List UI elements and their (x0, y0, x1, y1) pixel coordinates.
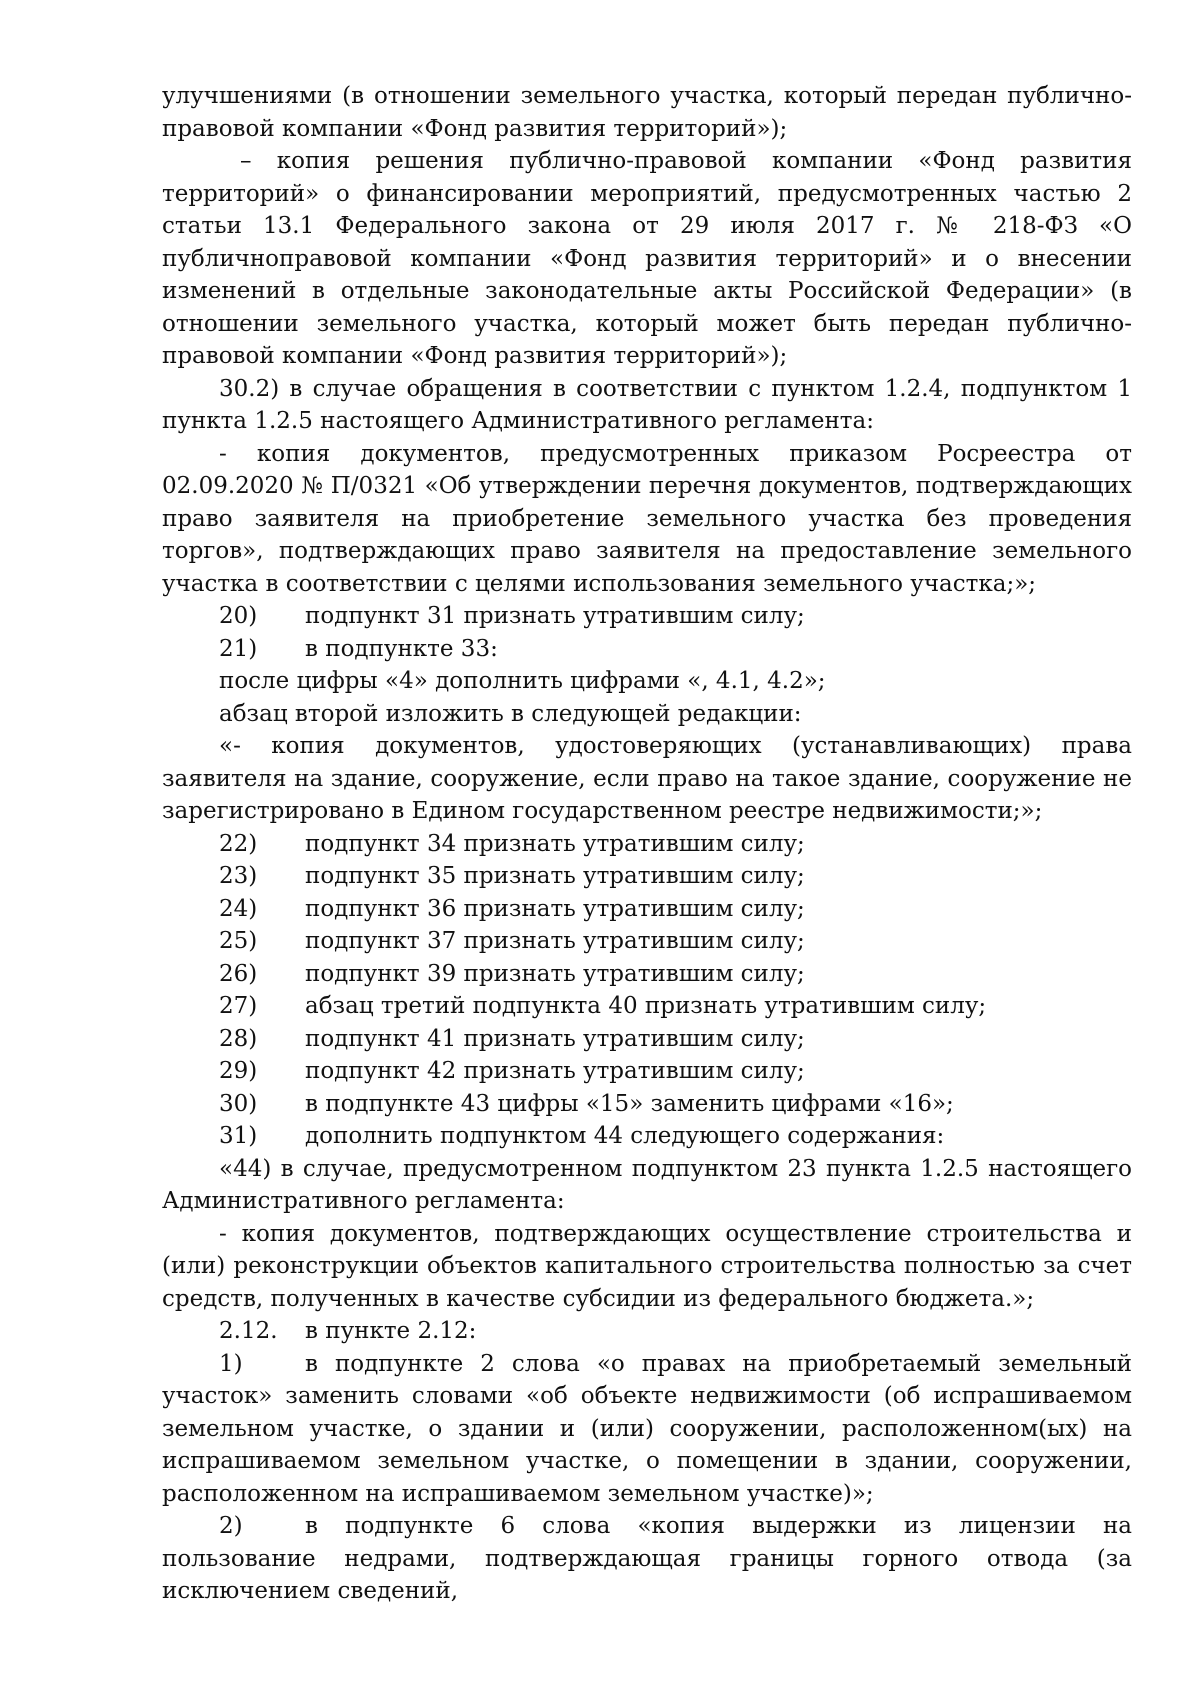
list-item-text: в подпункте 6 слова «копия выдержки из лицензии на пользование недрами, подтверждающая границы горного отвода (за исключением сведений, (162, 1513, 1132, 1604)
list-item-text: дополнить подпунктом 44 следующего содержания: (305, 1123, 945, 1149)
document-body (162, 80, 1132, 1608)
list-item-text: в пункте 2.12: (305, 1318, 477, 1344)
list-item-number: 22) (219, 830, 258, 857)
list-item-number: 28) (219, 1025, 258, 1052)
list-item (162, 1055, 1132, 1088)
paragraph: после цифры «4» дополнить цифрами «, 4.1, 4.2»; (219, 668, 826, 694)
list-item-text: подпункт 37 признать утратившим силу; (305, 928, 805, 954)
list-item (162, 1120, 1132, 1153)
list-item (162, 1088, 1132, 1121)
list-item (162, 1315, 1132, 1348)
list-item-number: 29) (219, 1058, 258, 1084)
list-item-text: в подпункте 2 слова «о правах на приобретаемый земельный участок» заменить словами «об объекте недвижимости (об испрашиваемом земельном участке, о здании и (или) сооружении, расположенном(ых) на испрашиваемом земельном участке, о помещении в здании, сооружении, расположенном на испрашиваемом земельном участке)»; (162, 1350, 1132, 1507)
list-item-number: 2.12. (219, 1318, 278, 1344)
list-item-number: 27) (219, 993, 258, 1019)
paragraph: «- копия документов, удостоверяющих (устанавливающих) права заявителя на здание, сооружение, если право на такое здание, сооружение не зарегистрировано в Едином государственном реестре недвижимости;»; (162, 733, 1132, 824)
list-item (162, 1348, 1132, 1511)
list-item-text: подпункт 39 признать утратившим силу; (305, 960, 805, 987)
list-item-text: в подпункте 43 цифры «15» заменить цифрами «16»; (305, 1090, 954, 1117)
list-item-number: 24) (219, 895, 258, 922)
list-item-number: 1) (219, 1350, 243, 1377)
list-item (162, 633, 1132, 666)
paragraph: улучшениями (в отношении земельного участка, который передан публично-правовой компании «Фонд развития территорий»); (162, 83, 1132, 142)
list-item (162, 860, 1132, 893)
list-item (162, 1023, 1132, 1056)
list-item-number: 2) (219, 1513, 243, 1539)
list-item (162, 893, 1132, 926)
list-item-number: 25) (219, 928, 258, 954)
paragraph: 30.2) в случае обращения в соответствии с пунктом 1.2.4, подпунктом 1 пункта 1.2.5 настоящего Административного регламента: (162, 375, 1132, 434)
list-item-number: 30) (219, 1090, 258, 1117)
list-item-number: 23) (219, 863, 258, 889)
list-item-text: подпункт 41 признать утратившим силу; (305, 1025, 805, 1052)
list-item (162, 958, 1132, 991)
list-item-text: подпункт 34 признать утратившим силу; (305, 830, 805, 857)
paragraph: - копия документов, предусмотренных приказом Росреестра от 02.09.2020 № П/0321 «Об утверждении перечня документов, подтверждающих право заявителя на приобретение земельного участка без проведения торгов», подтверждающих право заявителя на предоставление земельного участка в соответствии с целями использования земельного участка;»; (162, 440, 1132, 597)
list-item (162, 1510, 1132, 1608)
list-item-text: абзац третий подпункта 40 признать утратившим силу; (305, 993, 987, 1019)
list-item-text: подпункт 31 признать утратившим силу; (305, 603, 805, 629)
list-item (162, 990, 1132, 1023)
list-item-number: 26) (219, 960, 258, 987)
paragraph: абзац второй изложить в следующей редакции: (219, 700, 802, 727)
list-item (162, 925, 1132, 958)
list-item-text: подпункт 36 признать утратившим силу; (305, 895, 805, 922)
paragraph: – копия решения публично-правовой компании «Фонд развития территорий» о финансировании мероприятий, предусмотренных частью 2 статьи 13.1 Федерального закона от 29 июля 2017 г. № 218-ФЗ «О публичноправовой компании «Фонд развития территорий» и о внесении изменений в отдельные законодательные акты Российской Федерации» (в отношении земельного участка, который может быть передан публично-правовой компании «Фонд развития территорий»); (162, 148, 1132, 369)
list-item-number: 31) (219, 1123, 258, 1149)
list-item-text: подпункт 42 признать утратившим силу; (305, 1058, 805, 1084)
list-item (162, 600, 1132, 633)
list-item (162, 828, 1132, 861)
list-item-number: 20) (219, 603, 258, 629)
list-item-text: подпункт 35 признать утратившим силу; (305, 863, 805, 889)
list-item-number: 21) (219, 635, 258, 662)
paragraph: - копия документов, подтверждающих осуществление строительства и (или) реконструкции объектов капитального строительства полностью за счет средств, полученных в качестве субсидии из федерального бюджета.»; (162, 1220, 1132, 1312)
list-item-text: в подпункте 33: (305, 635, 498, 662)
paragraph: «44) в случае, предусмотренном подпунктом 23 пункта 1.2.5 настоящего Административного регламента: (162, 1155, 1132, 1214)
